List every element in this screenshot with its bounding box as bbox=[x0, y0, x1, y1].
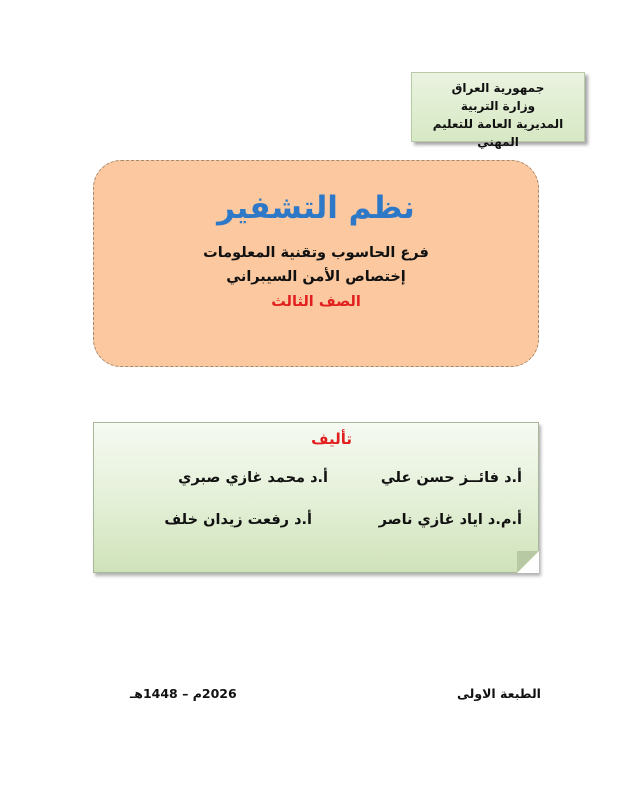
ministry-name: وزارة التربية bbox=[460, 99, 536, 113]
publication-date: 2026م – 1448هـ bbox=[130, 686, 237, 701]
country-name: جمهورية العراق bbox=[451, 81, 545, 95]
author-name: أ.د رفعت زيدان خلف bbox=[164, 512, 312, 528]
author-name: أ.م.د اياد غازي ناصر bbox=[378, 512, 522, 528]
authors-panel bbox=[93, 422, 539, 573]
title-panel bbox=[93, 160, 539, 367]
ministry-header-box bbox=[411, 72, 585, 149]
grade-label: الصف الثالث bbox=[271, 294, 361, 310]
book-title: نظم التشفير bbox=[217, 190, 415, 226]
edition-label: الطبعة الاولى bbox=[457, 686, 541, 701]
branch-label: فرع الحاسوب وتقنية المعلومات bbox=[203, 245, 429, 261]
page-curl-corner bbox=[517, 551, 539, 573]
authors-heading: تأليف bbox=[311, 430, 352, 448]
author-name: أ.د محمد غازي صبري bbox=[178, 470, 328, 486]
directorate-name: المديرية العامة للتعليم المهني bbox=[432, 117, 564, 149]
specialization-label: إختصاص الأمن السيبراني bbox=[226, 269, 406, 285]
author-name: أ.د فائــز حسن علي bbox=[380, 470, 522, 486]
